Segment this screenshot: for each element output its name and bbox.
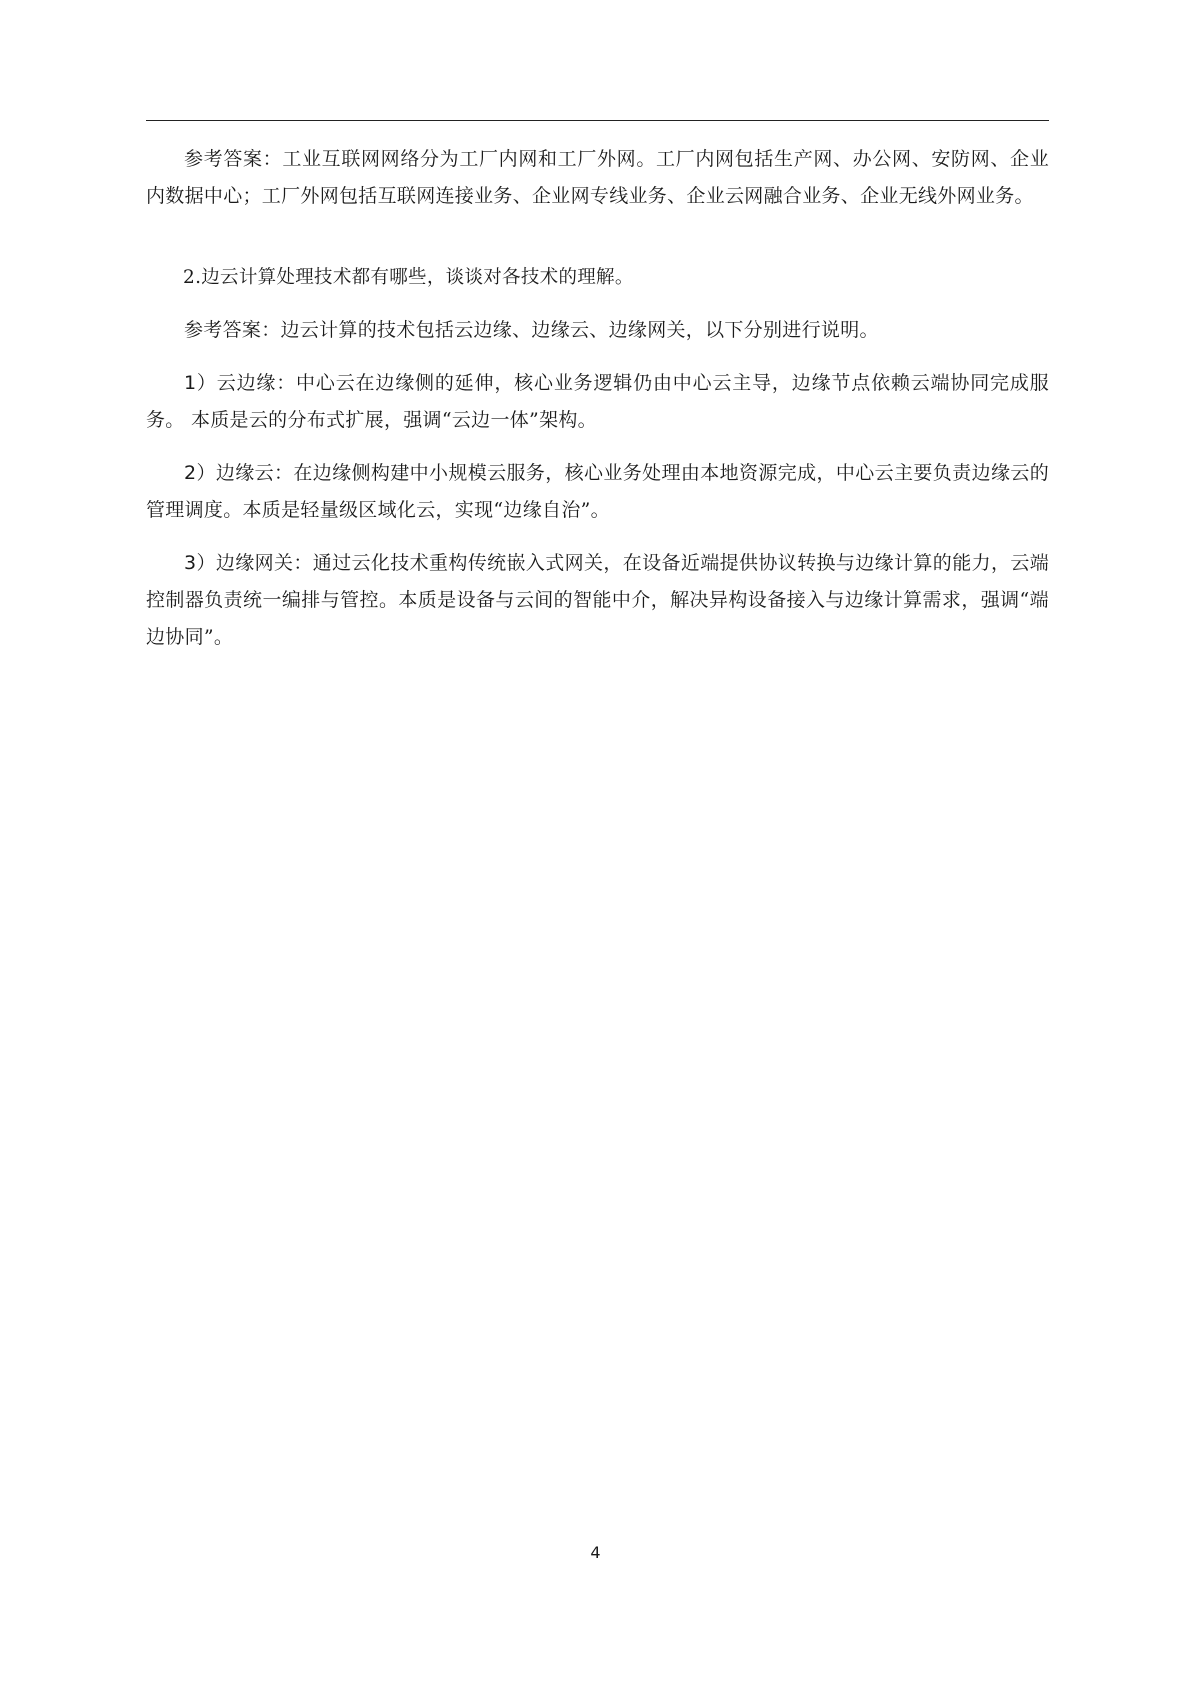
paragraph-gap: [146, 439, 1049, 455]
item-text: ）边缘网关：通过云化技术重构传统嵌入式网关，在设备近端提供协议转换与边缘计算的能力，云端控制器负责统一编排与管控。本质是设备与云间的智能中介，解决异构设备接入与边缘计算需求，强调“端边协同”。: [146, 552, 1049, 648]
paragraph-gap: [146, 296, 1049, 312]
question-2: 2.边云计算处理技术都有哪些，谈谈对各技术的理解。: [183, 267, 634, 288]
answer-paragraph-2-intro: 参考答案：边云计算的技术包括云边缘、边缘云、边缘网关，以下分别进行说明。: [184, 319, 879, 341]
paragraph-gap: [146, 529, 1049, 545]
page-content: [146, 141, 1049, 656]
answer-item-3: [146, 545, 1049, 656]
item-number: 3: [184, 552, 197, 574]
answer-item-1: [146, 365, 1049, 439]
item-text: ）边缘云：在边缘侧构建中小规模云服务，核心业务处理由本地资源完成，中心云主要负责边缘云的管理调度。本质是轻量级区域化云，实现“边缘自治”。: [146, 462, 1049, 521]
header-rule: [146, 120, 1049, 121]
page-number: 4: [590, 1543, 601, 1562]
paragraph-gap: [146, 349, 1049, 365]
item-text: ）云边缘：中心云在边缘侧的延伸，核心业务逻辑仍由中心云主导，边缘节点依赖云端协同完成服务。 本质是云的分布式扩展，强调“云边一体”架构。: [146, 372, 1049, 431]
answer-item-2: [146, 455, 1049, 529]
item-number: 1: [184, 372, 197, 394]
item-number: 2: [184, 462, 197, 484]
section-gap: [146, 215, 1049, 259]
answer-paragraph-1: 参考答案：工业互联网网络分为工厂内网和工厂外网。工厂内网包括生产网、办公网、安防网、企业内数据中心；工厂外网包括互联网连接业务、企业网专线业务、企业云网融合业务、企业无线外网业务。: [146, 148, 1049, 207]
